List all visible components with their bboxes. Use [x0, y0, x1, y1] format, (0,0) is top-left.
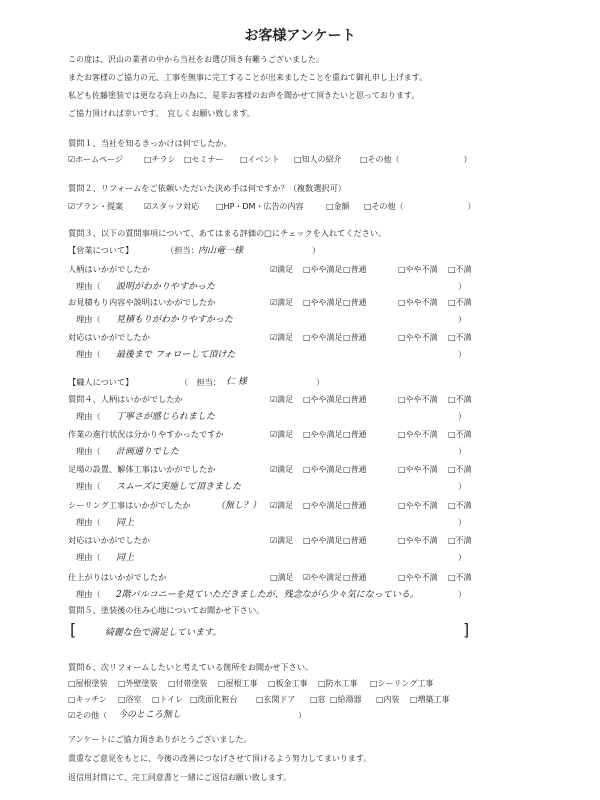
- closing-line: 貴重なご意見をもとに、今後の改善につなげさせて頂けるよう努力してまいります。: [68, 754, 372, 763]
- rating-option[interactable]: [398, 394, 438, 405]
- checkbox-icon: □: [448, 573, 456, 582]
- sales-staff-close: ）: [312, 245, 321, 255]
- checked-box-icon: ☑: [270, 430, 278, 439]
- q6-option[interactable]: □トイレ: [152, 695, 184, 704]
- rating-label: やや満足: [310, 265, 343, 274]
- rating-option[interactable]: [303, 535, 343, 546]
- q2-option[interactable]: ☑スタッフ対応: [144, 202, 200, 211]
- sales-staff-label: （担当：: [166, 245, 199, 255]
- rating-label: 普通: [350, 395, 367, 404]
- rating-option[interactable]: [398, 264, 438, 275]
- q6-option[interactable]: □キッチン: [68, 695, 107, 704]
- checked-box-icon: ☑: [270, 333, 278, 342]
- reason-close: ）: [458, 446, 467, 456]
- sales-staff-handwriting: 内山竜一様: [198, 246, 244, 256]
- intro-line: またお客様のご協力の元、工事を無事に完工することが出来ましたことを重ねて御礼申し上げます。: [68, 73, 428, 82]
- rating-option[interactable]: [343, 394, 367, 405]
- rating-option[interactable]: [343, 332, 367, 343]
- rating-label: 普通: [350, 501, 367, 510]
- reason-label: 理由（: [76, 481, 101, 491]
- reason-handwriting[interactable]: 同上: [116, 518, 135, 528]
- rating-option[interactable]: [270, 429, 293, 440]
- rating-question: 作業の進行状況は分かりやすかったですか: [68, 429, 224, 439]
- reason-close: ）: [458, 517, 467, 527]
- page-title: お客様アンケート: [244, 28, 356, 44]
- rating-option[interactable]: [448, 429, 472, 440]
- checkbox-icon: □: [343, 536, 351, 545]
- rating-option[interactable]: [448, 464, 472, 475]
- rating-label: 満足: [277, 298, 294, 307]
- rating-question: 対応はいかがでしたか: [68, 535, 150, 545]
- q2-option[interactable]: □その他（ ）: [364, 202, 476, 211]
- rating-option[interactable]: [343, 429, 367, 440]
- checked-box-icon: ☑: [270, 265, 278, 274]
- q6-option[interactable]: □付帯塗装: [168, 679, 208, 688]
- checkbox-icon: □: [398, 465, 406, 474]
- checkbox-icon: □: [303, 430, 311, 439]
- checkbox-icon: □: [270, 573, 278, 582]
- rating-option[interactable]: [270, 535, 293, 546]
- rating-option[interactable]: [398, 572, 438, 583]
- rating-label: やや不満: [405, 501, 438, 510]
- rating-label: やや不満: [405, 573, 438, 582]
- rating-option[interactable]: [398, 500, 438, 511]
- rating-label: 満足: [277, 265, 294, 274]
- rating-option[interactable]: [398, 464, 438, 475]
- rating-option[interactable]: [343, 572, 367, 583]
- checkbox-icon: □: [343, 395, 351, 404]
- q1-option[interactable]: □その他（ ）: [360, 155, 472, 164]
- checkbox-icon: □: [303, 298, 311, 307]
- checkbox-icon: □: [448, 333, 456, 342]
- rating-option[interactable]: [448, 394, 472, 405]
- rating-label: 不満: [455, 536, 472, 545]
- rating-label: やや満足: [310, 465, 343, 474]
- rating-label: 不満: [455, 573, 472, 582]
- checkbox-icon: □: [398, 333, 406, 342]
- q5-bracket-left: [: [70, 620, 77, 639]
- checkbox-icon: □: [398, 298, 406, 307]
- craft-staff-handwriting: 仁 様: [226, 377, 247, 387]
- rating-option[interactable]: [303, 297, 343, 308]
- rating-label: 普通: [350, 430, 367, 439]
- q6-option[interactable]: □外壁塗装: [118, 679, 158, 688]
- rating-label: やや満足: [310, 395, 343, 404]
- checkbox-icon: □: [343, 501, 351, 510]
- rating-option[interactable]: [398, 429, 438, 440]
- reason-close: ）: [458, 281, 467, 291]
- rating-option[interactable]: [343, 464, 367, 475]
- rating-option[interactable]: [448, 297, 472, 308]
- rating-option[interactable]: [398, 297, 438, 308]
- rating-question: 仕上がりはいかがでしたか: [68, 572, 167, 582]
- rating-question: お見積もり内容や説明はいかがでしたか: [68, 297, 216, 307]
- q6-option[interactable]: □洗面化粧台: [190, 695, 238, 704]
- rating-label: 満足: [277, 536, 294, 545]
- rating-label: やや不満: [405, 395, 438, 404]
- checkbox-icon: □: [303, 536, 311, 545]
- q6-option[interactable]: □浴室: [118, 695, 142, 704]
- intro-line: 私ども佐藤塗装では更なる向上の為に、是非お客様のお声を聞かせて頂きたいと思っております。: [68, 91, 420, 100]
- reason-label: 理由（: [76, 411, 101, 421]
- rating-option[interactable]: [343, 535, 367, 546]
- reason-label: 理由（: [76, 552, 101, 562]
- rating-option[interactable]: [303, 332, 343, 343]
- rating-option[interactable]: [303, 464, 343, 475]
- q6-option[interactable]: □内装: [376, 695, 400, 704]
- rating-option[interactable]: [448, 332, 472, 343]
- rating-option[interactable]: [343, 297, 367, 308]
- rating-label: 満足: [277, 501, 294, 510]
- rating-option[interactable]: [270, 297, 293, 308]
- checked-box-icon: ☑: [270, 501, 278, 510]
- checkbox-icon: □: [448, 430, 456, 439]
- rating-option[interactable]: [270, 500, 293, 511]
- q6-option[interactable]: □板金工事: [268, 679, 308, 688]
- checkbox-icon: □: [343, 430, 351, 439]
- rating-option[interactable]: [303, 572, 342, 583]
- rating-label: やや不満: [405, 333, 438, 342]
- checkbox-icon: □: [303, 501, 311, 510]
- rating-extra-note: （無し？）: [216, 501, 262, 511]
- rating-label: やや満足: [310, 536, 343, 545]
- rating-label: やや満足: [310, 430, 343, 439]
- rating-label: 不満: [455, 501, 472, 510]
- reason-close: ）: [458, 349, 467, 359]
- checkbox-icon: □: [343, 265, 351, 274]
- rating-label: 満足: [277, 430, 294, 439]
- q6-option[interactable]: □シーリング工事: [370, 679, 434, 688]
- rating-option[interactable]: [270, 572, 294, 583]
- closing-line: アンケートにご協力頂きありがとうございました。: [68, 735, 252, 744]
- rating-label: 不満: [455, 430, 472, 439]
- checkbox-icon: □: [448, 465, 456, 474]
- rating-label: やや満足: [310, 573, 343, 582]
- reason-close: ）: [458, 552, 467, 562]
- rating-label: やや不満: [405, 465, 438, 474]
- q3-question: 質問３、以下の質問事項について、あてはまる評価の□にチェックを入れてください。: [68, 228, 387, 238]
- rating-option[interactable]: [303, 394, 343, 405]
- reason-handwriting[interactable]: 2階バルコニーを見ていただきましたが、残念ながら少々気になっている。: [116, 590, 419, 600]
- rating-label: 不満: [455, 465, 472, 474]
- rating-option[interactable]: [448, 264, 472, 275]
- rating-label: やや不満: [405, 536, 438, 545]
- q5-bracket-right: ]: [463, 620, 470, 639]
- checkbox-icon: □: [448, 536, 456, 545]
- q1-option[interactable]: □チラシ: [144, 155, 176, 164]
- rating-label: 満足: [277, 573, 294, 582]
- q2-option[interactable]: □金額: [326, 202, 350, 211]
- q6-other-close: ）: [298, 711, 306, 720]
- checkbox-icon: □: [303, 395, 311, 404]
- q6-option[interactable]: □給湯器: [330, 695, 362, 704]
- rating-option[interactable]: [270, 332, 293, 343]
- checkbox-icon: □: [448, 395, 456, 404]
- craft-staff-close: ）: [316, 377, 325, 387]
- checkbox-icon: □: [448, 501, 456, 510]
- checkbox-icon: □: [398, 430, 406, 439]
- reason-handwriting[interactable]: スムーズに実施して頂きました: [116, 482, 242, 492]
- checkbox-icon: □: [343, 465, 351, 474]
- q6-other-label[interactable]: ☑その他（: [68, 711, 108, 720]
- q1-question: 質問１、当社を知るきっかけは何でしたか。: [68, 138, 232, 148]
- q2-option[interactable]: ☑プラン・提案: [68, 202, 124, 211]
- rating-label: やや満足: [310, 333, 343, 342]
- rating-label: やや不満: [405, 430, 438, 439]
- q2-option[interactable]: □HP・DM・広告の内容: [216, 202, 304, 211]
- rating-option[interactable]: [448, 500, 472, 511]
- checked-box-icon: ☑: [270, 298, 278, 307]
- rating-option[interactable]: [270, 464, 293, 475]
- rating-label: 不満: [455, 333, 472, 342]
- reason-handwriting[interactable]: 計画通りでした: [116, 447, 180, 457]
- rating-label: 満足: [277, 465, 294, 474]
- reason-handwriting[interactable]: 見積もりがわかりやすかった: [116, 315, 234, 325]
- checked-box-icon: ☑: [270, 465, 278, 474]
- rating-question: 人柄はいかがでしたか: [68, 264, 150, 274]
- checkbox-icon: □: [303, 465, 311, 474]
- rating-option[interactable]: [270, 394, 293, 405]
- rating-option[interactable]: [448, 535, 472, 546]
- craft-header: 【職人について】: [68, 377, 134, 387]
- reason-close: ）: [458, 481, 467, 491]
- reason-close: ）: [458, 411, 467, 421]
- reason-label: 理由（: [76, 446, 101, 456]
- rating-option[interactable]: [398, 332, 438, 343]
- rating-option[interactable]: [448, 572, 472, 583]
- rating-label: 普通: [350, 298, 367, 307]
- checked-box-icon: ☑: [270, 536, 278, 545]
- reason-label: 理由（: [76, 281, 101, 291]
- rating-option[interactable]: [270, 264, 293, 275]
- checkbox-icon: □: [398, 501, 406, 510]
- rating-option[interactable]: [303, 264, 343, 275]
- checkbox-icon: □: [343, 298, 351, 307]
- q6-option[interactable]: □増築工事: [410, 695, 450, 704]
- rating-option[interactable]: [343, 500, 367, 511]
- q6-option[interactable]: □屋根塗装: [68, 679, 108, 688]
- rating-label: やや不満: [405, 298, 438, 307]
- reason-close: ）: [458, 314, 467, 324]
- q6-option[interactable]: □窓: [310, 695, 326, 704]
- rating-label: 満足: [277, 333, 294, 342]
- q1-option[interactable]: □セミナー: [184, 155, 224, 164]
- q1-option[interactable]: □知人の紹介: [294, 155, 342, 164]
- checkbox-icon: □: [343, 333, 351, 342]
- rating-label: 普通: [350, 265, 367, 274]
- rating-label: 普通: [350, 333, 367, 342]
- checkbox-icon: □: [398, 536, 406, 545]
- checkbox-icon: □: [448, 265, 456, 274]
- intro-line: この度は、沢山の業者の中から当社をお選び頂き有難うございました。: [68, 55, 324, 64]
- q1-option[interactable]: ☑ホームページ: [68, 155, 124, 164]
- checkbox-icon: □: [343, 573, 351, 582]
- rating-option[interactable]: [343, 264, 367, 275]
- reason-label: 理由（: [76, 589, 101, 599]
- rating-question: 対応はいかがでしたか: [68, 332, 150, 342]
- rating-label: 不満: [455, 298, 472, 307]
- rating-label: 満足: [277, 395, 294, 404]
- rating-question: 質問４、人柄はいかがでしたか: [68, 394, 183, 404]
- reason-label: 理由（: [76, 314, 101, 324]
- intro-line: ご協力頂ければ幸いです。 宜しくお願い致します。: [68, 109, 255, 118]
- checkbox-icon: □: [398, 573, 406, 582]
- rating-label: 不満: [455, 395, 472, 404]
- q2-question: 質問２、リフォームをご依頼いただいた決め手は何ですか？（複数選択可）: [68, 183, 346, 193]
- rating-label: 普通: [350, 465, 367, 474]
- rating-label: やや満足: [310, 501, 343, 510]
- q5-answer[interactable]: 綺麗な色で満足しています。: [105, 628, 222, 638]
- rating-label: やや満足: [310, 298, 343, 307]
- q5-question: 質問５、塗装後の住み心地についてお聞かせ下さい。: [68, 605, 265, 615]
- checked-box-icon: ☑: [303, 573, 311, 582]
- checked-box-icon: ☑: [270, 395, 278, 404]
- rating-question: シーリング工事はいかがでしたか: [68, 500, 191, 510]
- reason-label: 理由（: [76, 517, 101, 527]
- q6-option[interactable]: □玄関ドア: [256, 695, 296, 704]
- reason-handwriting[interactable]: 丁寧さが感じられました: [116, 412, 216, 422]
- q1-option[interactable]: □イベント: [240, 155, 280, 164]
- q6-question: 質問６、次リフォームしたいと考えている箇所をお聞かせ下さい。: [68, 662, 314, 672]
- rating-label: 普通: [350, 536, 367, 545]
- checkbox-icon: □: [303, 333, 311, 342]
- q6-other-handwriting[interactable]: 今のところ無し: [118, 710, 182, 720]
- checkbox-icon: □: [398, 395, 406, 404]
- q6-option[interactable]: □防水工事: [318, 679, 358, 688]
- rating-option[interactable]: [303, 500, 343, 511]
- reason-label: 理由（: [76, 349, 101, 359]
- craft-staff-label: （ 担当：: [180, 377, 221, 387]
- rating-label: 普通: [350, 573, 367, 582]
- checkbox-icon: □: [398, 265, 406, 274]
- q6-option[interactable]: □屋根工事: [218, 679, 258, 688]
- rating-option[interactable]: [303, 429, 343, 440]
- reason-handwriting[interactable]: 最後まで フォローして頂けた: [116, 350, 236, 360]
- checkbox-icon: □: [448, 298, 456, 307]
- rating-question: 足場の設置、解体工事はいかがでしたか: [68, 464, 216, 474]
- checkbox-icon: □: [303, 265, 311, 274]
- sales-header: 【営業について】: [68, 245, 134, 255]
- reason-handwriting[interactable]: 同上: [116, 553, 135, 563]
- rating-label: 不満: [455, 265, 472, 274]
- rating-label: やや不満: [405, 265, 438, 274]
- rating-option[interactable]: [398, 535, 438, 546]
- reason-close: ）: [458, 589, 467, 599]
- reason-handwriting[interactable]: 説明がわかりやすかった: [116, 282, 216, 292]
- closing-line: 返信用封筒にて、完工同意書と一緒にご返信お願い致します。: [68, 773, 292, 782]
